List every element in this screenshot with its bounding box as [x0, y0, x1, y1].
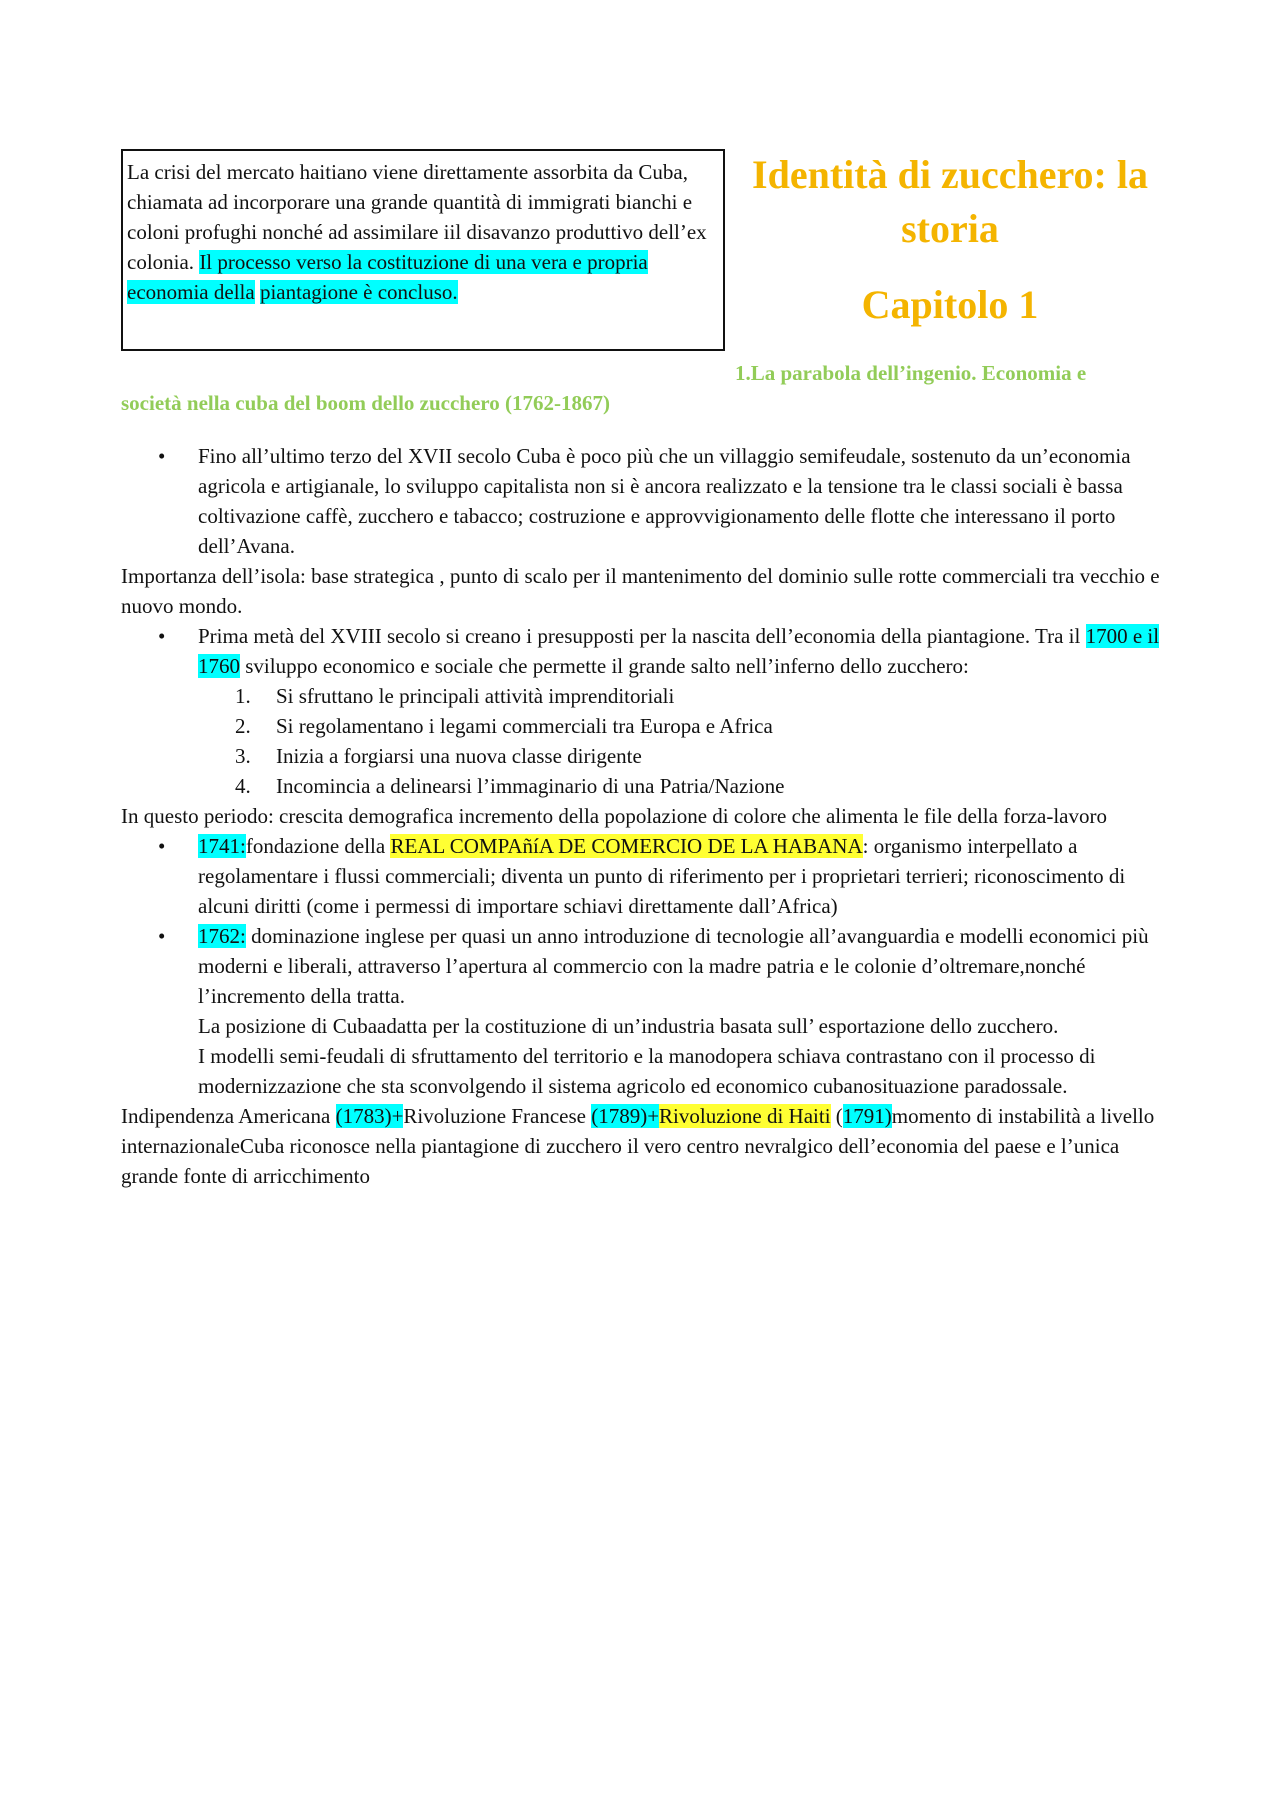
list-item [121, 681, 1161, 711]
bullet-continuation: La posizione di Cubaadatta per la costituzione di un’industria basata sull’ esportazione dello zucchero. [198, 1014, 1059, 1038]
list-item-text: Inizia a forgiarsi una nuova classe dirigente [276, 744, 642, 768]
list-item [121, 771, 1161, 801]
list-number: 3. [235, 744, 251, 768]
bullet-icon: • [158, 924, 166, 948]
bullet-icon: • [158, 624, 166, 648]
paragraph-text: Indipendenza Americana [121, 1104, 336, 1128]
numbered-list [121, 681, 1161, 801]
list-item [121, 711, 1161, 741]
company-highlight: REAL COMPAñíA DE COMERCIO DE LA HABANA [390, 834, 863, 858]
section-heading [121, 358, 1141, 418]
bullet-text: sviluppo economico e sociale che permette il grande salto nell’inferno dello zucchero: [240, 654, 969, 678]
paragraph: Importanza dell’isola: base strategica , punto di scalo per il mantenimento del dominio sulle rotte commerciali tra vecchio e nuovo mondo. [121, 564, 1160, 618]
bullet-item [121, 441, 1161, 561]
list-number: 2. [235, 714, 251, 738]
list-item-text: Si sfruttano le principali attività imprenditoriali [276, 684, 675, 708]
document-title: Identità di zucchero: la storia [752, 152, 1148, 251]
bullet-text: dominazione inglese per quasi un anno introduzione di tecnologie all’avanguardia e modelli economici più moderni e liberali, attraverso l’apertura al commercio con la madre patria e le colonie d’oltremare,nonché l’incremento della tratta. [198, 924, 1149, 1008]
event-highlight: Rivoluzione di Haiti [659, 1104, 831, 1128]
bullet-text: fondazione della [245, 834, 391, 858]
date-highlight: (1783)+ [335, 1104, 404, 1128]
paragraph: In questo periodo: crescita demografica incremento della popolazione di colore che alimenta le file della forza-lavoro [121, 804, 1107, 828]
side-note-box [121, 149, 725, 351]
bullet-text: Prima metà del XVIII secolo si creano i presupposti per la nascita dell’economia della piantagione. Tra il [198, 624, 1086, 648]
bullet-item [121, 921, 1161, 1011]
list-item-text: Incomincia a delinearsi l’immaginario di una Patria/Nazione [276, 774, 785, 798]
side-note-plain: La crisi del mercato haitiano viene direttamente assorbita da Cuba, chiamata ad incorporare una grande quantità di immigrati bianchi e coloni profughi nonché ad assimilare iil disavanzo produttivo dell’ex colonia. [127, 160, 707, 274]
paragraph-text: momento di instabilità a livello internazionaleCuba riconosce nella piantagione di zucchero il vero centro nevralgico dell’economia del paese e l’unica grande fonte di arricchimento [121, 1104, 1155, 1188]
list-number: 4. [235, 774, 251, 798]
year-highlight: 1741: [198, 834, 246, 858]
paragraph [121, 1101, 1161, 1191]
bullet-item [121, 831, 1161, 921]
side-note-text [127, 157, 719, 307]
side-note-highlight-2: piantagione è concluso. [259, 280, 458, 304]
list-item [121, 741, 1161, 771]
list-item-text: Si regolamentano i legami commerciali tra Europa e Africa [276, 714, 773, 738]
section-heading-line-2: società nella cuba del boom dello zucchero (1762-1867) [121, 391, 610, 415]
document-body [121, 441, 1161, 1191]
date-highlight: 1700 e il 1760 [198, 624, 1160, 678]
bullet-text: Fino all’ultimo terzo del XVII secolo Cuba è poco più che un villaggio semifeudale, sostenuto da un’economia agricola e artigianale, lo sviluppo capitalista non si è ancora realizzato e la tensione tra le classi sociali è bassa coltivazione caffè, zucchero e tabacco; costruzione e approvvigionamento delle flotte che interessano il porto dell’Avana. [198, 444, 1131, 558]
bullet-icon: • [158, 834, 166, 858]
date-highlight: (1789)+ [591, 1104, 660, 1128]
section-heading-line-1: 1.La parabola dell’ingenio. Economia e [735, 361, 1087, 385]
bullet-text: : organismo interpellato a regolamentare i flussi commerciali; diventa un punto di riferimento per i proprietari terrieri; riconoscimento di alcuni diritti (come i permessi di importare schiavi direttamente dall’Africa) [198, 834, 1126, 918]
document-title-block [740, 148, 1160, 332]
date-highlight: 1791) [842, 1104, 892, 1128]
bullet-icon: • [158, 444, 166, 468]
side-note-highlight-1: Il processo verso la costituzione di una vera e propria economia della [127, 250, 648, 304]
paragraph-text: ( [830, 1104, 843, 1128]
chapter-title: Capitolo 1 [861, 282, 1039, 327]
bullet-continuation: I modelli semi-feudali di sfruttamento del territorio e la manodopera schiava contrastano con il processo di modernizzazione che sta sconvolgendo il sistema agricolo ed economico cubanosituazione paradossale. [198, 1044, 1096, 1098]
year-highlight: 1762: [198, 924, 246, 948]
bullet-item [121, 621, 1161, 681]
list-number: 1. [235, 684, 251, 708]
paragraph-text: Rivoluzione Francese [403, 1104, 592, 1128]
